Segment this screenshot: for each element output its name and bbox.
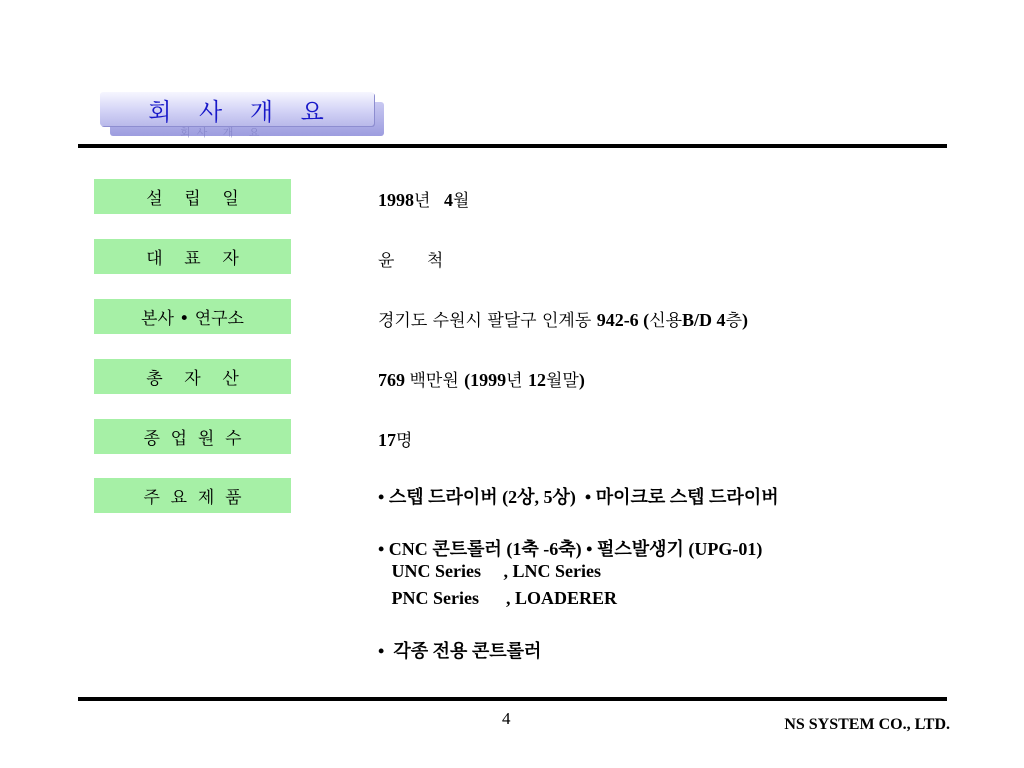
value-employees xyxy=(378,426,412,451)
text-segment: (1999 xyxy=(464,370,507,390)
text-segment: ) xyxy=(578,370,585,390)
text-segment: 각종 전용 콘트롤러 xyxy=(393,641,542,661)
text-segment: 펄스발생기 xyxy=(596,539,689,559)
text-segment: (UPG-01) xyxy=(688,539,763,559)
text-segment: 942-6 ( xyxy=(596,310,650,330)
text-segment: 월 xyxy=(452,191,470,211)
value-headquarters xyxy=(378,306,748,331)
bottom-divider xyxy=(78,697,947,701)
text-segment: 마이크로 스텝 드라이버 xyxy=(595,487,779,507)
product-line-custom xyxy=(378,637,541,663)
text-segment: 콘트롤러 xyxy=(432,539,507,559)
product-line-cnc xyxy=(378,535,762,561)
text-segment: ) • xyxy=(569,487,596,507)
value-total-assets xyxy=(378,366,585,391)
label-main-products: 주 요 제 품 xyxy=(94,478,291,513)
text-segment: 신용 xyxy=(649,311,683,331)
text-segment: 축 xyxy=(521,539,544,559)
value-founded xyxy=(378,186,469,211)
text-segment: 상 xyxy=(517,487,535,507)
text-segment: 년 xyxy=(506,371,528,391)
text-segment: B/D 4 xyxy=(682,310,726,330)
text-segment: -6 xyxy=(543,539,559,559)
text-segment: , 5 xyxy=(534,487,553,507)
text-segment: (1 xyxy=(506,539,522,559)
text-segment: 월말 xyxy=(546,371,579,391)
page-number: 4 xyxy=(502,709,511,728)
product-line-pnc-loaderer: PNC Series , LOADERER xyxy=(378,588,617,608)
text-segment: (2 xyxy=(502,487,518,507)
text-segment: ) xyxy=(742,310,748,330)
text-segment: 769 xyxy=(378,370,410,390)
top-divider xyxy=(78,144,947,148)
title-banner xyxy=(100,92,390,140)
product-line-unc-lnc: UNC Series , LNC Series xyxy=(378,561,601,581)
label-ceo: 대 표 자 xyxy=(94,239,291,274)
footer-company: NS SYSTEM CO., LTD. xyxy=(784,716,950,733)
text-segment: • xyxy=(378,487,389,507)
page-title: 회 사 개 요 xyxy=(148,97,334,126)
text-segment: 층 xyxy=(725,311,742,331)
text-segment: 윤 척 xyxy=(378,251,444,271)
text-segment: 17 xyxy=(378,430,396,450)
text-segment: 스텝 드라이버 xyxy=(388,487,503,507)
text-segment: • CNC xyxy=(378,539,433,559)
title-shadow-text: 회사 개 요 xyxy=(180,126,266,139)
text-segment: 년 xyxy=(414,191,431,211)
text-segment: 백만원 xyxy=(409,371,465,391)
text-segment: 명 xyxy=(396,431,413,451)
label-total-assets: 총 자 산 xyxy=(94,359,291,394)
text-segment: • xyxy=(378,641,394,661)
text-segment: 12 xyxy=(528,370,546,390)
label-founded: 설 립 일 xyxy=(94,179,291,214)
text-segment: 1998 xyxy=(378,190,414,210)
label-employees: 종 업 원 수 xyxy=(94,419,291,454)
title-box xyxy=(100,92,374,126)
product-line-stepper xyxy=(378,483,779,509)
value-ceo xyxy=(378,246,443,271)
text-segment: 4 xyxy=(430,190,453,210)
text-segment: 상 xyxy=(552,487,570,507)
label-headquarters: 본사 • 연구소 xyxy=(94,299,291,334)
text-segment: 축 xyxy=(558,539,576,559)
text-segment: ) • xyxy=(575,539,597,559)
text-segment: 경기도 수원시 팔달구 인계동 xyxy=(378,311,597,331)
